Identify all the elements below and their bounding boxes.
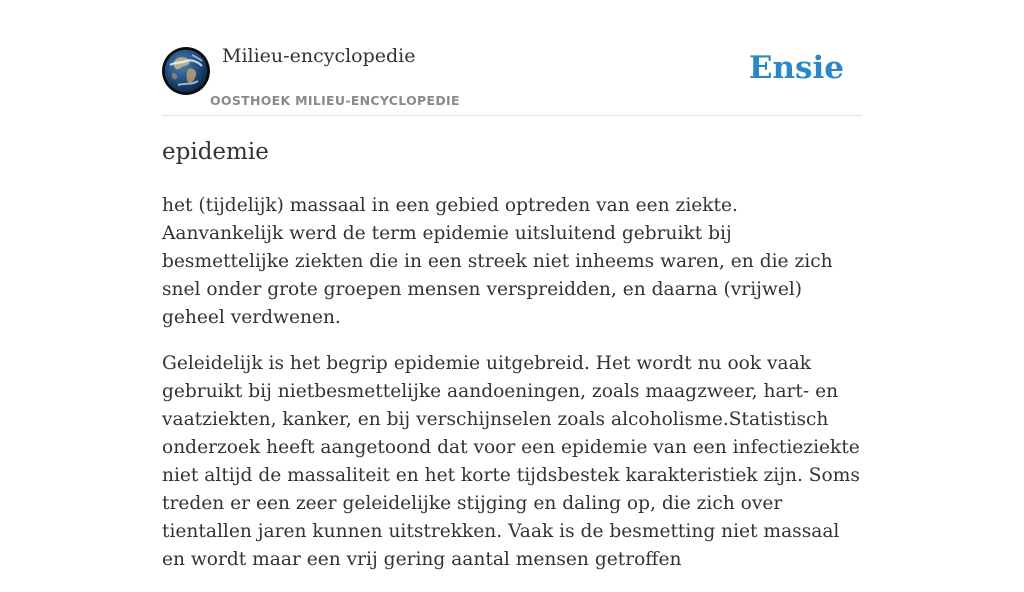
article-body — [162, 192, 862, 592]
page-container — [162, 0, 862, 570]
brand-logo-link[interactable]: Ensie — [748, 50, 844, 86]
earth-globe-icon[interactable] — [162, 47, 210, 95]
site-header — [162, 0, 862, 116]
article-paragraph: het (tijdelijk) massaal in een gebied optreden van een ziekte. Aanvankelijk werd de term epidemie uitsluitend gebruikt bij besmettelijke ziekten die in een streek niet inheems waren, en die zich snel onder grote groepen mensen verspreidden, en daarna (vrijwel) geheel verdwenen. — [162, 195, 833, 328]
page-title: epidemie — [162, 139, 269, 165]
article-paragraph: Geleidelijk is het begrip epidemie uitgebreid. Het wordt nu ook vaak gebruikt bij nietbesmettelijke aandoeningen, zoals maagzweer, hart- en vaatziekten, kanker, en bij verschijnselen zoals alcoholisme.Statistisch onderzoek heeft aangetoond dat voor een epidemie van een infectieziekte niet altijd de massaliteit en het korte tijdsbestek karakteristiek zijn. Soms treden er een zeer geleidelijke stijging en daling op, die zich over tientallen jaren kunnen uitstrekken. Vaak is de besmetting niet massaal en wordt maar een vrij gering aantal mensen getroffen — [162, 353, 860, 570]
site-subtitle[interactable]: OOSTHOEK MILIEU-ENCYCLOPEDIE — [210, 93, 460, 108]
site-title[interactable]: Milieu-encyclopedie — [222, 45, 416, 67]
